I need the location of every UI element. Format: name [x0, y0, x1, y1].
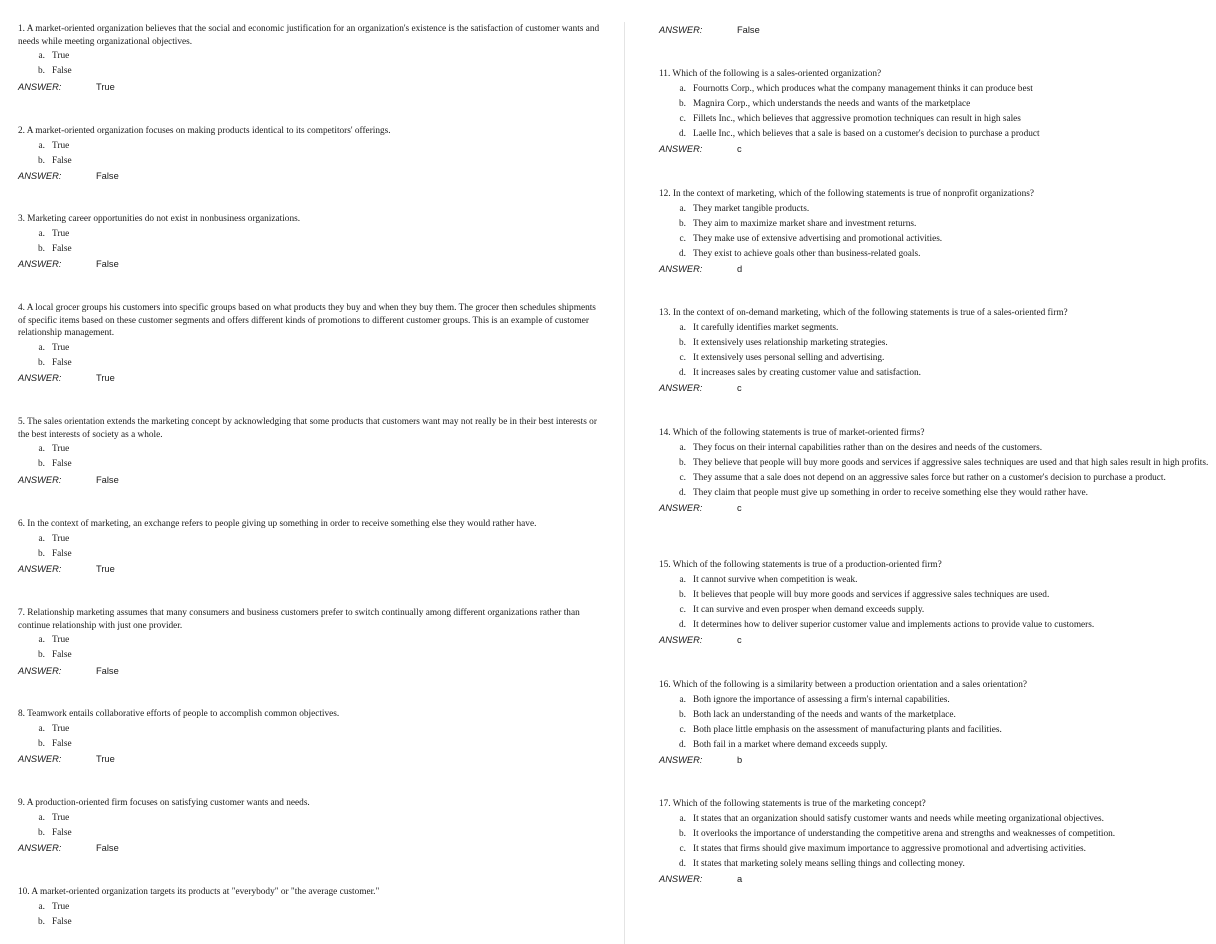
option-letter: d. — [679, 488, 686, 499]
option-letter: a. — [38, 901, 45, 912]
question-13 — [659, 307, 1215, 394]
option-letter: d. — [679, 620, 686, 631]
option-letter: b. — [679, 589, 686, 600]
option-list — [659, 574, 1215, 632]
option-list — [18, 634, 600, 662]
answer-row — [18, 258, 600, 270]
option-b — [659, 218, 1215, 231]
answer-value: False — [96, 665, 119, 676]
option-text: Both ignore the importance of assessing a firm's internal capabilities. — [693, 694, 950, 705]
answer-value: c — [737, 144, 742, 155]
option-text: True — [52, 51, 70, 62]
question-4 — [18, 302, 600, 384]
option-list — [659, 322, 1215, 380]
option-letter: a. — [679, 694, 686, 705]
option-list — [18, 723, 600, 751]
option-b — [18, 548, 600, 561]
option-letter: a. — [38, 635, 45, 646]
option-letter: b. — [38, 243, 45, 254]
question-12 — [659, 188, 1215, 275]
option-letter: b. — [38, 548, 45, 559]
answer-label: ANSWER: — [659, 25, 703, 35]
answer-label: ANSWER: — [659, 383, 703, 394]
option-letter: b. — [679, 218, 686, 229]
answer-value: b — [737, 755, 743, 766]
option-text: True — [52, 812, 70, 823]
answer-label: ANSWER: — [659, 264, 703, 275]
column-divider — [624, 22, 625, 944]
option-b — [18, 155, 600, 168]
question-stem: 10. A market-oriented organization targets its products at "everybody" or "the average customer." — [18, 887, 380, 897]
answer-row — [18, 372, 600, 384]
question-stem: 16. Which of the following is a similarity between a production orientation and a sales orientation? — [659, 680, 1027, 690]
answer-label: ANSWER: — [659, 503, 703, 514]
option-text: True — [52, 635, 70, 646]
option-a — [18, 533, 600, 546]
option-letter: c. — [679, 233, 686, 244]
option-a — [659, 203, 1215, 216]
question-5 — [18, 416, 600, 486]
question-15 — [659, 559, 1215, 646]
answer-value: True — [96, 563, 115, 574]
option-text: It believes that people will buy more goods and services if aggressive sales techniques are used. — [693, 589, 1050, 600]
question-10-answer — [659, 24, 1215, 36]
option-text: They assume that a sale does not depend on an aggressive sales force but rather on a customer's decision to purchase a product. — [693, 472, 1166, 483]
option-c — [659, 352, 1215, 365]
option-letter: a. — [679, 322, 686, 333]
answer-label: ANSWER: — [659, 635, 703, 646]
option-text: False — [52, 459, 72, 470]
option-letter: a. — [679, 442, 686, 453]
answer-row — [659, 24, 1215, 36]
option-text: False — [52, 916, 72, 927]
question-stem: 9. A production-oriented firm focuses on satisfying customer wants and needs. — [18, 798, 310, 808]
option-a — [659, 83, 1215, 96]
answer-label: ANSWER: — [18, 81, 62, 92]
option-d — [659, 858, 1215, 871]
option-letter: b. — [679, 457, 686, 468]
option-letter: a. — [679, 813, 686, 824]
answer-label: ANSWER: — [18, 373, 62, 384]
option-letter: b. — [38, 155, 45, 166]
option-letter: c. — [679, 843, 686, 854]
option-b — [18, 458, 600, 471]
option-list — [18, 443, 600, 471]
question-stem: 7. Relationship marketing assumes that many consumers and business customers prefer to switch continually among different organizations rather than continue relationship with just one provider. — [18, 608, 580, 631]
option-letter: d. — [679, 249, 686, 260]
question-stem: 14. Which of the following statements is true of market-oriented firms? — [659, 428, 925, 438]
question-stem: 12. In the context of marketing, which of the following statements is true of nonprofit organizations? — [659, 189, 1034, 199]
option-letter: d. — [679, 740, 686, 751]
option-text: It can survive and even prosper when demand exceeds supply. — [693, 604, 925, 615]
option-text: False — [52, 155, 72, 166]
option-b — [18, 916, 600, 929]
question-stem: 11. Which of the following is a sales-oriented organization? — [659, 69, 882, 79]
option-text: They claim that people must give up something in order to receive something else they would rather have. — [693, 488, 1089, 499]
question-stem: 4. A local grocer groups his customers into specific groups based on what products they buy and when they buy them. The grocer then schedules shipments of specific items based on these customer segments and offers different kinds of promotions to different customer groups. This is an example of customer relationship management. — [18, 303, 596, 339]
option-a — [659, 694, 1215, 707]
option-b — [18, 649, 600, 662]
option-text: It extensively uses relationship marketing strategies. — [693, 337, 888, 348]
option-list — [18, 901, 600, 929]
answer-row — [659, 634, 1215, 646]
question-stem: 13. In the context of on-demand marketing, which of the following statements is true of a sales-oriented firm? — [659, 308, 1068, 318]
option-text: True — [52, 228, 70, 239]
option-text: Both fail in a market where demand exceeds supply. — [693, 740, 888, 751]
answer-row — [18, 563, 600, 575]
option-text: Both lack an understanding of the needs and wants of the marketplace. — [693, 709, 956, 720]
option-letter: a. — [38, 533, 45, 544]
question-1 — [18, 23, 600, 93]
option-b — [18, 243, 600, 256]
answer-row — [659, 754, 1215, 766]
option-list — [18, 50, 600, 78]
answer-label: ANSWER: — [18, 753, 62, 764]
option-text: They market tangible products. — [693, 203, 810, 214]
option-letter: c. — [679, 472, 686, 483]
option-c — [659, 113, 1215, 126]
answer-value: True — [96, 373, 115, 384]
option-b — [18, 65, 600, 78]
option-letter: c. — [679, 352, 686, 363]
answer-label: ANSWER: — [659, 144, 703, 155]
option-list — [659, 442, 1215, 500]
option-d — [659, 487, 1215, 500]
option-letter: a. — [38, 228, 45, 239]
option-letter: a. — [679, 574, 686, 585]
option-text: True — [52, 444, 70, 455]
option-letter: b. — [38, 459, 45, 470]
option-text: True — [52, 342, 70, 353]
option-list — [18, 228, 600, 256]
answer-label: ANSWER: — [18, 170, 62, 181]
question-17 — [659, 798, 1215, 885]
option-b — [18, 827, 600, 840]
option-d — [659, 619, 1215, 632]
option-b — [659, 457, 1215, 470]
answer-label: ANSWER: — [18, 563, 62, 574]
option-text: They believe that people will buy more goods and services if aggressive sales techniques are used and that high sales result in high profits. — [693, 457, 1209, 468]
answer-label: ANSWER: — [18, 474, 62, 485]
question-6 — [18, 518, 600, 575]
question-9 — [18, 797, 600, 854]
option-letter: b. — [38, 827, 45, 838]
option-letter: c. — [679, 724, 686, 735]
option-c — [659, 843, 1215, 856]
answer-row — [18, 474, 600, 486]
option-a — [18, 443, 600, 456]
option-text: It states that an organization should satisfy customer wants and needs while meeting organizational objectives. — [693, 813, 1104, 824]
option-text: They exist to achieve goals other than business-related goals. — [693, 249, 921, 260]
option-text: They aim to maximize market share and investment returns. — [693, 218, 917, 229]
option-letter: d. — [679, 859, 686, 870]
answer-row — [659, 382, 1215, 394]
option-b — [659, 98, 1215, 111]
option-text: It extensively uses personal selling and advertising. — [693, 352, 885, 363]
answer-value: True — [96, 81, 115, 92]
question-stem: 1. A market-oriented organization believes that the social and economic justification for an organization's existence is the satisfaction of customer wants and needs while meeting organizational objectives. — [18, 24, 600, 47]
option-text: It increases sales by creating customer value and satisfaction. — [693, 368, 921, 379]
option-letter: b. — [38, 66, 45, 77]
option-d — [659, 739, 1215, 752]
option-letter: a. — [679, 203, 686, 214]
option-text: True — [52, 533, 70, 544]
answer-row — [18, 665, 600, 677]
option-text: It cannot survive when competition is weak. — [693, 574, 858, 585]
option-text: False — [52, 243, 72, 254]
answer-value: a — [737, 874, 743, 885]
answer-value: c — [737, 383, 742, 394]
option-a — [659, 442, 1215, 455]
answer-value: c — [737, 635, 742, 646]
question-stem: 3. Marketing career opportunities do not exist in nonbusiness organizations. — [18, 214, 301, 224]
option-a — [18, 723, 600, 736]
option-letter: a. — [38, 140, 45, 151]
option-a — [18, 901, 600, 914]
option-letter: b. — [679, 337, 686, 348]
option-text: It determines how to deliver superior customer value and implements actions to provide value to customers. — [693, 620, 1095, 631]
answer-row — [18, 81, 600, 93]
answer-label: ANSWER: — [18, 258, 62, 269]
answer-label: ANSWER: — [659, 874, 703, 885]
option-b — [659, 828, 1215, 841]
option-text: It overlooks the importance of understanding the competitive arena and strengths and weaknesses of competition. — [693, 828, 1116, 839]
question-7 — [18, 607, 600, 677]
question-10 — [18, 886, 600, 931]
option-letter: b. — [679, 709, 686, 720]
option-letter: a. — [38, 51, 45, 62]
option-text: Magnira Corp., which understands the needs and wants of the marketplace — [693, 98, 971, 109]
option-text: Laelle Inc., which believes that a sale is based on a customer's decision to purchase a product — [693, 129, 1040, 140]
option-b — [659, 589, 1215, 602]
question-stem: 2. A market-oriented organization focuses on making products identical to its competitors' offerings. — [18, 126, 391, 136]
option-letter: b. — [38, 650, 45, 661]
option-letter: a. — [679, 83, 686, 94]
option-list — [18, 342, 600, 370]
option-text: They focus on their internal capabilities rather than on the desires and needs of the customers. — [693, 442, 1043, 453]
option-letter: b. — [38, 738, 45, 749]
option-text: They make use of extensive advertising and promotional activities. — [693, 233, 943, 244]
question-2 — [18, 125, 600, 182]
option-letter: b. — [38, 357, 45, 368]
answer-value: False — [737, 25, 760, 35]
question-stem: 15. Which of the following statements is true of a production-oriented firm? — [659, 560, 942, 570]
option-a — [18, 812, 600, 825]
option-text: False — [52, 66, 72, 77]
option-text: False — [52, 827, 72, 838]
option-c — [659, 724, 1215, 737]
question-stem: 6. In the context of marketing, an exchange refers to people giving up something in order to receive something else they would rather have. — [18, 519, 537, 529]
option-a — [18, 140, 600, 153]
answer-label: ANSWER: — [18, 665, 62, 676]
option-text: True — [52, 901, 70, 912]
option-text: It states that marketing solely means selling things and collecting money. — [693, 859, 965, 870]
option-text: False — [52, 548, 72, 559]
option-letter: c. — [679, 604, 686, 615]
option-letter: b. — [679, 828, 686, 839]
option-a — [18, 634, 600, 647]
option-list — [659, 83, 1215, 141]
option-text: It carefully identifies market segments. — [693, 322, 839, 333]
option-list — [18, 140, 600, 168]
option-b — [18, 357, 600, 370]
question-16 — [659, 679, 1215, 766]
answer-label: ANSWER: — [18, 842, 62, 853]
option-letter: a. — [38, 812, 45, 823]
option-text: False — [52, 738, 72, 749]
option-a — [18, 50, 600, 63]
question-stem: 5. The sales orientation extends the marketing concept by acknowledging that some products that customers want may not really be in their best interests or the best interests of society as a whole. — [18, 417, 597, 440]
answer-value: False — [96, 258, 119, 269]
question-stem: 8. Teamwork entails collaborative efforts of people to accomplish common objectives. — [18, 709, 340, 719]
option-letter: d. — [679, 368, 686, 379]
option-text: True — [52, 140, 70, 151]
answer-row — [18, 170, 600, 182]
answer-row — [659, 263, 1215, 275]
option-letter: a. — [38, 723, 45, 734]
option-d — [659, 128, 1215, 141]
option-letter: d. — [679, 129, 686, 140]
option-text: True — [52, 723, 70, 734]
option-list — [18, 812, 600, 840]
answer-value: True — [96, 753, 115, 764]
option-a — [18, 228, 600, 241]
option-letter: a. — [38, 444, 45, 455]
option-letter: c. — [679, 113, 686, 124]
answer-value: False — [96, 842, 119, 853]
option-c — [659, 604, 1215, 617]
option-text: False — [52, 357, 72, 368]
option-letter: b. — [38, 916, 45, 927]
option-text: Fournotts Corp., which produces what the company management thinks it can produce best — [693, 83, 1033, 94]
option-list — [659, 203, 1215, 261]
answer-row — [18, 842, 600, 854]
option-a — [659, 322, 1215, 335]
option-b — [659, 337, 1215, 350]
option-b — [659, 709, 1215, 722]
answer-row — [659, 873, 1215, 885]
question-8 — [18, 708, 600, 765]
answer-value: c — [737, 503, 742, 514]
answer-label: ANSWER: — [659, 755, 703, 766]
option-letter: b. — [679, 98, 686, 109]
option-text: False — [52, 650, 72, 661]
answer-value: False — [96, 474, 119, 485]
option-a — [659, 574, 1215, 587]
option-list — [659, 694, 1215, 752]
answer-value: False — [96, 170, 119, 181]
option-d — [659, 248, 1215, 261]
question-11 — [659, 68, 1215, 155]
answer-row — [18, 753, 600, 765]
option-c — [659, 472, 1215, 485]
option-a — [18, 342, 600, 355]
option-letter: a. — [38, 342, 45, 353]
question-3 — [18, 213, 600, 270]
question-14 — [659, 427, 1215, 514]
answer-row — [659, 502, 1215, 514]
option-d — [659, 367, 1215, 380]
option-b — [18, 738, 600, 751]
option-list — [659, 813, 1215, 871]
option-text: Fillets Inc., which believes that aggressive promotion techniques can result in high sales — [693, 113, 1021, 124]
option-list — [18, 533, 600, 561]
option-c — [659, 233, 1215, 246]
option-text: It states that firms should give maximum importance to aggressive promotional and advertising activities. — [693, 843, 1086, 854]
answer-value: d — [737, 264, 743, 275]
option-text: Both place little emphasis on the assessment of manufacturing plants and facilities. — [693, 724, 1002, 735]
option-a — [659, 813, 1215, 826]
question-stem: 17. Which of the following statements is true of the marketing concept? — [659, 799, 926, 809]
answer-row — [659, 143, 1215, 155]
